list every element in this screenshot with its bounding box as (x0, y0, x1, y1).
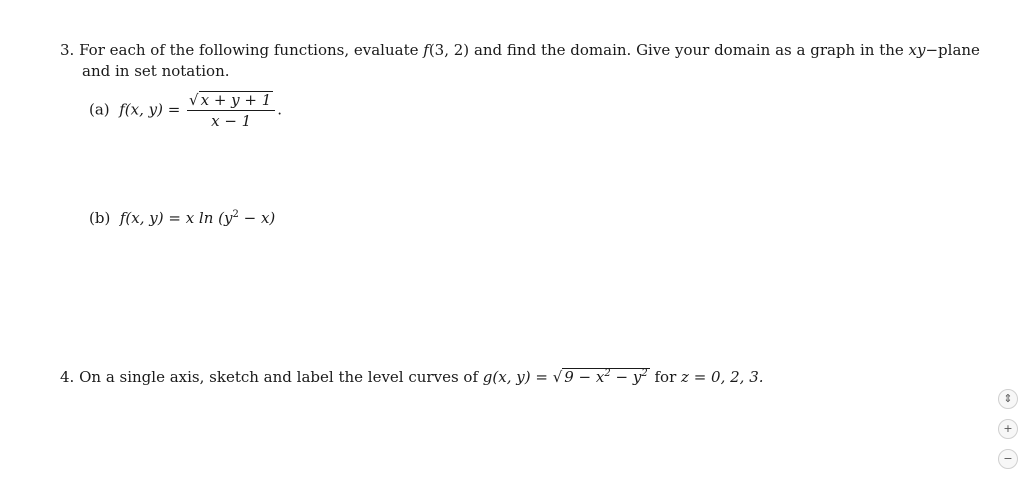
part-b-exponent: 2 (232, 209, 239, 220)
part-b-rhs: − x) (238, 209, 276, 227)
radical-sign: √ (552, 368, 563, 386)
zoom-in-button[interactable]: + (998, 419, 1018, 439)
zoom-out-button[interactable]: − (998, 449, 1018, 469)
part-a-end: . (277, 100, 283, 119)
fraction-numerator (187, 91, 275, 111)
sqrt-expression (189, 91, 273, 109)
problem-4-func: g(x, y) = (482, 368, 548, 386)
problem-3-line-1 (60, 40, 980, 60)
eval-function: f (423, 41, 429, 59)
radicand-part-b: − y (610, 368, 642, 386)
problem-3-line-2: and in set notation. (82, 62, 230, 80)
problem-4-z-values: z = 0, 2, 3. (681, 368, 764, 386)
problem-3-text-cont: and find the domain. Give your domain as a graph in the (473, 41, 904, 59)
problem-3-number: 3. (60, 41, 75, 59)
zoom-controls (998, 389, 1018, 479)
radicand-part-a: 9 − x (564, 368, 605, 386)
radicand-exp-2: 2 (641, 368, 648, 379)
problem-4-sqrt (553, 367, 650, 387)
numerator-radicand: x + y + 1 (200, 91, 272, 109)
problem-4-for: for (654, 368, 677, 386)
part-b (89, 208, 275, 228)
part-a-label: (a) (89, 100, 110, 119)
part-b-label: (b) (89, 209, 111, 227)
plane-word: −plane (925, 41, 980, 59)
problem-4 (60, 367, 764, 387)
radicand-exp-1: 2 (604, 368, 611, 379)
part-a-lhs: f(x, y) = (119, 100, 181, 119)
plane-vars: xy (908, 41, 926, 59)
eval-args: (3, 2) (428, 41, 470, 59)
part-a (89, 91, 282, 131)
part-b-lhs: f(x, y) = x ln (y (119, 209, 233, 227)
problem-3-text: For each of the following functions, evaluate (79, 41, 419, 59)
radical-sign: √ (189, 91, 199, 109)
part-a-fraction (187, 91, 275, 130)
problem-4-text: On a single axis, sketch and label the level curves of (79, 368, 478, 386)
fit-page-icon[interactable]: ⇕ (998, 389, 1018, 409)
problem-4-number: 4. (60, 368, 75, 386)
problem-4-radicand (562, 368, 649, 385)
fraction-denominator: x − 1 (211, 112, 252, 130)
